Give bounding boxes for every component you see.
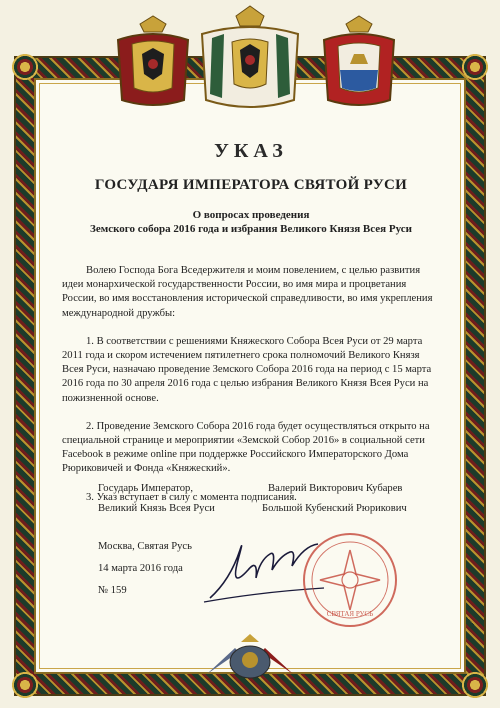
signer-title-line: Государь Император,	[98, 483, 193, 494]
bottom-emblem-icon	[205, 628, 295, 689]
corner-ornament	[12, 54, 38, 80]
coat-of-arms-center-icon	[198, 4, 302, 114]
place-of-signing: Москва, Святая Русь	[98, 541, 192, 552]
preamble-paragraph: Волею Господа Бога Вседержителя и моим повелением, с целью развития идеи монархической государственности России, во имя мира и процветания России, во имя восстановления исторической справедливости, во имя укрепления международной дружбы:	[62, 265, 433, 319]
corner-ornament	[462, 54, 488, 80]
decree-title: УКАЗ	[214, 140, 288, 162]
seal-caption: СВЯТАЯ РУСЬ	[326, 610, 374, 618]
topic-line: Земского собора 2016 года и избрания Великого Князя Всея Руси	[90, 223, 412, 235]
item-1-paragraph: 1. В соответствии с решениями Княжеского Собора Всея Руси от 29 марта 2011 года и скором истечением пятилетнего срока полномочий Великого Князя Всея Руси, назначаю проведение Земского Собора 2016 года на период с 15 марта 2016 года по 30 апреля 2016 года с целью избрания Великого Князя Всея Руси на пожизненной основе.	[62, 335, 432, 404]
signer-name: Валерий Викторович Кубарев	[268, 483, 403, 494]
coat-of-arms-left-icon	[112, 14, 194, 110]
coat-of-arms-right-icon	[318, 14, 400, 110]
decree-topic	[62, 208, 440, 236]
item-3-paragraph: 3. Указ вступает в силу с момента подписания.	[86, 491, 297, 503]
item-2-paragraph: 2. Проведение Земского Собора 2016 года будет осуществляться открыто на специальной странице и мероприятии «Земской Собор 2016» в социальной сети Facebook в режиме online при поддержке Российского Императорского Дома Рюриковичей и Фонда «Княжеский».	[62, 420, 430, 475]
official-seal-icon	[300, 530, 400, 635]
signer-title-line: Великий Князь Всея Руси	[98, 503, 215, 514]
corner-ornament	[462, 672, 488, 698]
corner-ornament	[12, 672, 38, 698]
date-of-signing: 14 марта 2016 года	[98, 563, 183, 574]
topic-line: О вопросах проведения	[192, 209, 310, 221]
signer-dynastic-name: Большой Кубенский Рюрикович	[262, 503, 407, 514]
decree-number: № 159	[98, 585, 127, 596]
decree-subtitle: ГОСУДАРЯ ИМПЕРАТОРА СВЯТОЙ РУСИ	[94, 177, 408, 193]
decree-content	[62, 140, 440, 505]
